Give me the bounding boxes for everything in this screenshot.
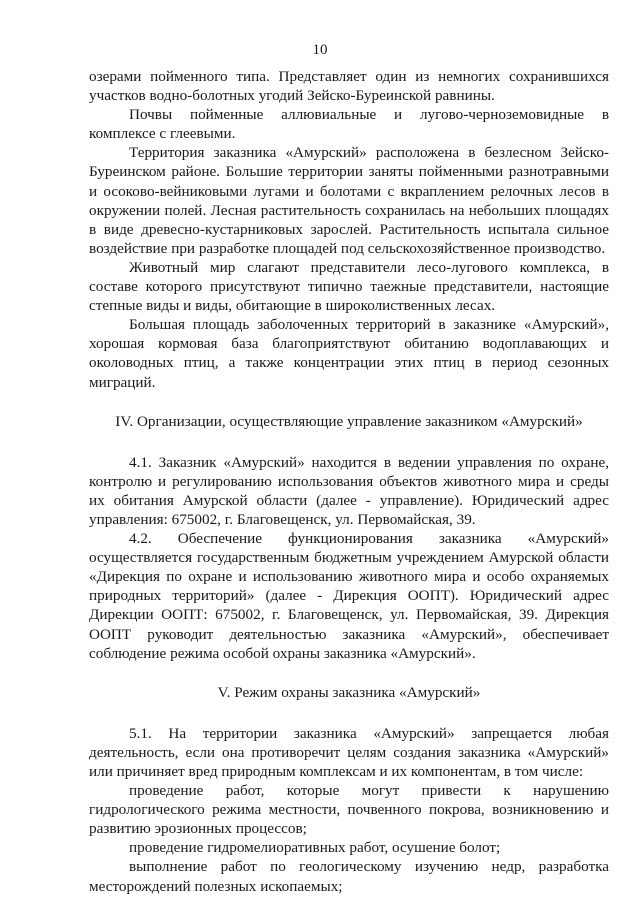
page-number: 10 [312,42,328,58]
section-heading-4: IV. Организации, осуществляющие управление заказником «Амурский» [115,412,583,430]
document-body [89,67,609,896]
paragraph-5-1: 5.1. На территории заказника «Амурский» запрещается любая деятельность, если она противоречит целям создания заказника «Амурский» или причиняет вред природным комплексам и их компонентам, в том числе: [89,724,609,780]
paragraph: Почвы пойменные аллювиальные и лугово-черноземовидные в комплексе с глеевыми. [89,106,609,143]
list-item: проведение работ, которые могут привести к нарушению гидрологического режима местности, почвенного покрова, возникновению и развитию эрозионных процессов; [89,782,609,838]
paragraph-4-2: 4.2. Обеспечение функционирования заказника «Амурский» осуществляется государственным бюджетным учреждением Амурской области «Дирекция по охране и использованию животного мира и особо охраняемых природных территорий» (далее - Дирекция ООПТ). Юридический адрес Дирекции ООПТ: 675002, г. Благовещенск, ул. Первомайская, 39. Дирекция ООПТ руководит деятельностью заказника «Амурский», обеспечивает соблюдение режима особой охраны заказника «Амурский». [89,530,609,662]
paragraph: Территория заказника «Амурский» расположена в безлесном Зейско-Буреинском районе. Большие территории заняты пойменными разнотравными и осоково-вейниковыми лугами и болотами с вкраплением релочных лесов в окружении полей. Лесная растительность сохранилась на небольших площадях в виде древесно-кустарниковых зарослей. Растительность испытала сильное воздействие при разработке площадей под сельскохозяйственное производство. [89,144,609,257]
paragraph: озерами пойменного типа. Представляет один из немногих сохранившихся участков водно-болотных угодий Зейско-Буреинской равнины. [89,68,609,105]
paragraph-4-1: 4.1. Заказник «Амурский» находится в ведении управления по охране, контролю и регулированию использования объектов животного мира и среды их обитания Амурской области (далее - управление). Юридический адрес управления: 675002, г. Благовещенск, ул. Первомайская, 39. [89,453,609,528]
list-item: проведение гидромелиоративных работ, осушение болот; [129,839,501,857]
paragraph: Большая площадь заболоченных территорий в заказнике «Амурский», хорошая кормовая база благоприятствуют обитанию водоплавающих и околоводных птиц, а также концентрации этих птиц в период сезонных миграций. [89,316,609,391]
paragraph: Животный мир слагают представители лесо-лугового комплекса, в составе которого присутствуют типично таежные представители, настоящие степные виды и виды, обитающие в широколиственных лесах. [89,258,609,315]
list-item: выполнение работ по геологическому изучению недр, разработка месторождений полезных ископаемых; [89,858,609,895]
section-heading-5: V. Режим охраны заказника «Амурский» [217,683,481,701]
